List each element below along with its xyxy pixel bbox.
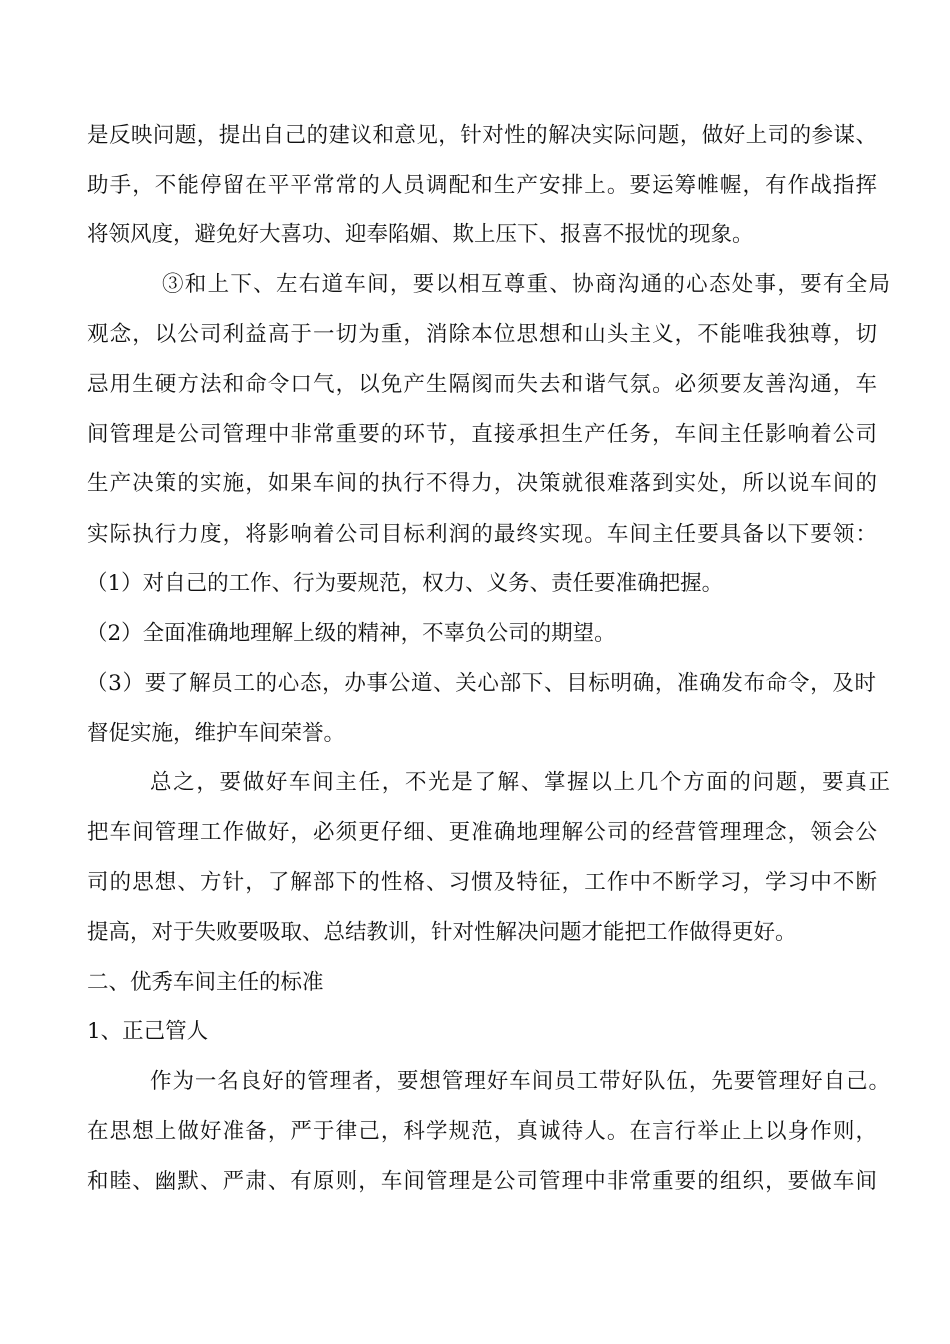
paragraph-start-line: 总之，要做好车间主任，不光是了解、掌握以上几个方面的问题，要真正 (150, 770, 890, 795)
text-line: 司的思想、方针，了解部下的性格、习惯及特征，工作中不断学习，学习中不断 (87, 870, 877, 895)
text-line: 将领风度，避免好大喜功、迎奉陷媚、欺上压下、报喜不报忧的现象。 (87, 222, 754, 247)
paragraph-start-line: ③和上下、左右道车间，要以相互尊重、协商沟通的心态处事，要有全局 (162, 272, 890, 297)
text-line: 实际执行力度，将影响着公司目标利润的最终实现。车间主任要具备以下要领： (87, 522, 877, 547)
section-heading: 二、优秀车间主任的标准 (87, 970, 324, 995)
text-line: 提高，对于失败要吸取、总结教训，针对性解决问题才能把工作做得更好。 (87, 920, 797, 945)
text-line: 在思想上做好准备，严于律己，科学规范，真诚待人。在言行举止上以身作则， (87, 1119, 877, 1144)
list-item-1: （1）对自己的工作、行为要规范，权力、义务、责任要准确把握。 (86, 571, 724, 596)
list-item-3: （3）要了解员工的心态，办事公道、关心部下、目标明确，准确发布命令，及时 (86, 671, 876, 696)
text-line: 生产决策的实施，如果车间的执行不得力，决策就很难落到实处，所以说车间的 (87, 471, 877, 496)
list-item-2: （2）全面准确地理解上级的精神，不辜负公司的期望。 (86, 621, 616, 646)
text-line: 观念，以公司利益高于一切为重，消除本位思想和山头主义，不能唯我独尊，切 (87, 322, 877, 347)
text-line: 是反映问题，提出自己的建议和意见，针对性的解决实际问题，做好上司的参谋、 (87, 123, 877, 148)
text-line: 督促实施，维护车间荣誉。 (87, 721, 346, 746)
text-line: 忌用生硬方法和命令口气，以免产生隔阂而失去和谐气氛。必须要友善沟通，车 (87, 372, 877, 397)
paragraph-start-line: 作为一名良好的管理者，要想管理好车间员工带好队伍，先要管理好自己。 (150, 1069, 890, 1094)
subsection-heading: 1、正己管人 (87, 1019, 209, 1044)
text-line: 助手，不能停留在平平常常的人员调配和生产安排上。要运筹帷幄，有作战指挥 (87, 173, 877, 198)
text-line: 间管理是公司管理中非常重要的环节，直接承担生产任务，车间主任影响着公司 (87, 422, 877, 447)
text-line: 和睦、幽默、严肃、有原则，车间管理是公司管理中非常重要的组织，要做车间 (87, 1169, 877, 1194)
text-line: 把车间管理工作做好，必须更仔细、更准确地理解公司的经营管理理念，领会公 (87, 820, 877, 845)
